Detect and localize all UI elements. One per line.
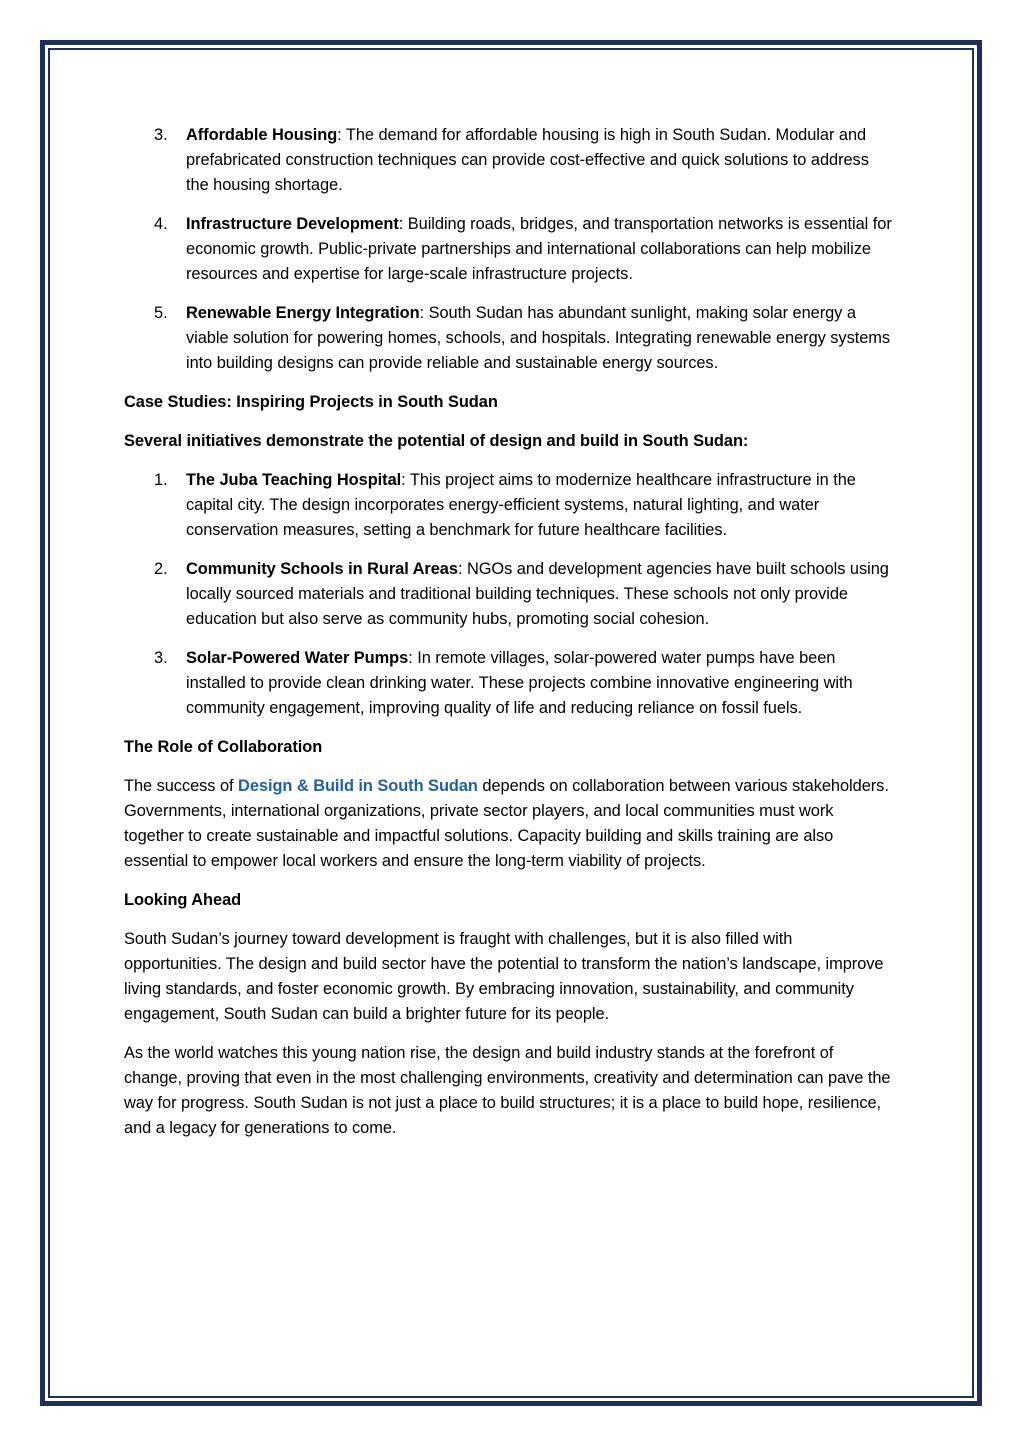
list-item (124, 301, 894, 376)
looking-ahead-paragraph-2: As the world watches this young nation rise, the design and build industry stands at the forefront of change, proving that even in the most challenging environments, creativity and determination can pave the way for progress. South Sudan is not just a place to build structures; it is a place to build hope, resilience, and a legacy for generations to come. (124, 1044, 891, 1137)
list-item-text: : South Sudan has abundant sunlight, making solar energy a viable solution for powering homes, schools, and hospitals. Integrating renewable energy systems into building designs can provide reliable and sustainable energy sources. (186, 304, 891, 372)
list-item (124, 468, 894, 543)
list-number: 3. (154, 649, 168, 667)
list-item-title: The Juba Teaching Hospital (186, 471, 402, 489)
list-number: 5. (154, 304, 168, 322)
collaboration-paragraph (124, 774, 894, 874)
list-number: 2. (154, 560, 168, 578)
case-studies-intro: Several initiatives demonstrate the potential of design and build in South Sudan: (124, 432, 749, 450)
looking-ahead-heading: Looking Ahead (124, 891, 242, 909)
list-item-title: Community Schools in Rural Areas (186, 560, 458, 578)
list-item-title: Solar-Powered Water Pumps (186, 649, 409, 667)
list-item-title: Infrastructure Development (186, 215, 399, 233)
collaboration-text-after: depends on collaboration between various stakeholders. Governments, international organizations, private sector players, and local communities must work together to create sustainable and impactful solutions. Capacity building and skills training are also essential to empower local workers and ensure the long-term viability of projects. (124, 777, 889, 870)
list-number: 3. (154, 126, 168, 144)
list-item-title: Affordable Housing (186, 126, 338, 144)
list-item (124, 123, 894, 198)
list-number: 1. (154, 471, 168, 489)
looking-ahead-paragraph-1: South Sudan’s journey toward development is fraught with challenges, but it is also filled with opportunities. The design and build sector have the potential to transform the nation’s landscape, improve living standards, and foster economic growth. By embracing innovation, sustainability, and community engagement, South Sudan can build a brighter future for its people. (124, 930, 884, 1023)
list-item (124, 212, 894, 287)
list-item-text: : Building roads, bridges, and transportation networks is essential for economic growth. Public-private partnerships and international collaborations can help mobilize resources and expertise for large-scale infrastructure projects. (186, 215, 892, 283)
document-body (124, 123, 894, 1155)
list-item-text: : In remote villages, solar-powered water pumps have been installed to provide clean drinking water. These projects combine innovative engineering with community engagement, improving quality of life and reducing reliance on fossil fuels. (186, 649, 853, 717)
list-item-text: : NGOs and development agencies have built schools using locally sourced materials and traditional building techniques. These schools not only provide education but also serve as community hubs, promoting social cohesion. (186, 560, 889, 628)
list-item-text: : The demand for affordable housing is high in South Sudan. Modular and prefabricated construction techniques can provide cost-effective and quick solutions to address the housing shortage. (186, 126, 869, 194)
list-item-title: Renewable Energy Integration (186, 304, 420, 322)
list-item (124, 646, 894, 721)
list-item (124, 557, 894, 632)
collaboration-heading: The Role of Collaboration (124, 738, 323, 756)
collaboration-text-before: The success of (124, 777, 239, 795)
list-item-text: : This project aims to modernize healthcare infrastructure in the capital city. The design incorporates energy-efficient systems, natural lighting, and water conservation measures, setting a benchmark for future healthcare facilities. (186, 471, 856, 539)
list-number: 4. (154, 215, 168, 233)
case-studies-heading: Case Studies: Inspiring Projects in South Sudan (124, 393, 498, 411)
design-build-link[interactable]: Design & Build in South Sudan (238, 777, 478, 795)
